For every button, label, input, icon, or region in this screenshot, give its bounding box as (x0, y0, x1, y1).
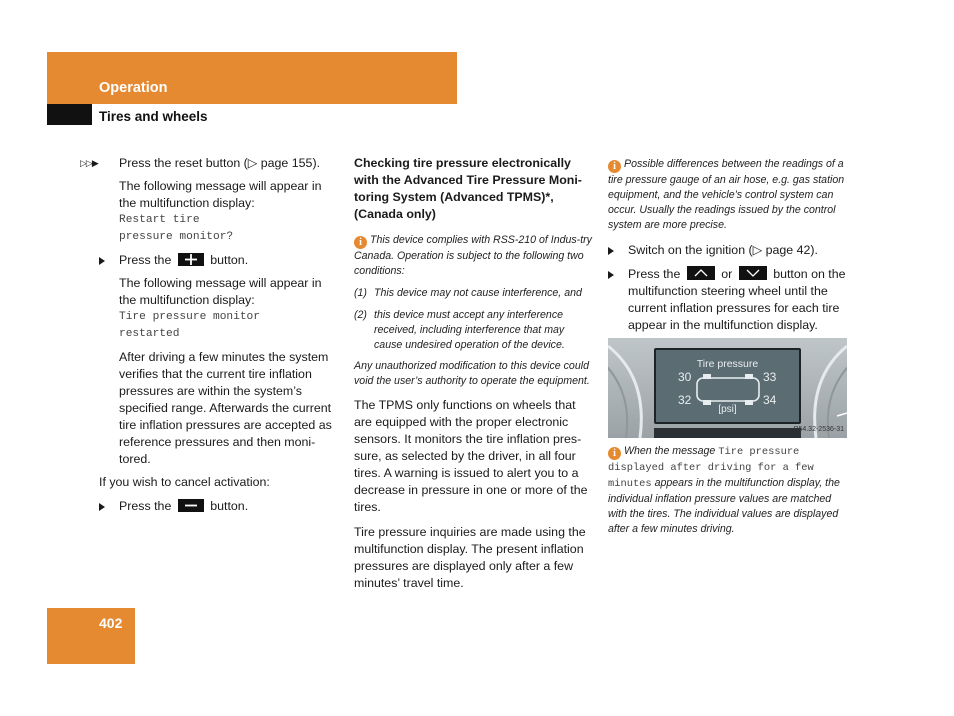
plus-button-icon (178, 253, 204, 266)
step-text: button on the multifunction steering wheel until the current inflation pressures for each tire appear in the multifunction display. (628, 267, 846, 332)
note-text: When the message (624, 445, 716, 457)
step-ignition: Switch on the ignition (▷ page 42). (628, 243, 818, 257)
condition-text: This device may not cause interference, and (374, 287, 582, 299)
bullet-triangle-icon (608, 247, 614, 255)
info-icon: i (608, 160, 621, 173)
display-message: pressure monitor? (119, 231, 234, 243)
subsection-title: Tires and wheels (99, 109, 208, 124)
column-middle (354, 155, 594, 592)
condition-text: this device must accept any interference received, including interference that may cause undesired operation of the device. (374, 309, 565, 351)
tpms-paragraph: The TPMS only functions on wheels that are equipped with the proper electronic sensors. It monitors the tire inflation pres-sure, as selected by the driver, in all four tires. A warning is issued to alert you to a decrease in pressure in one or more of the tires. (354, 398, 588, 514)
subsection-marker (47, 104, 92, 125)
section-heading: Checking tire pressure electronically with the Advanced Tire Pressure Moni-toring System (Advanced TPMS)*, (Canada only) (354, 156, 582, 221)
continue-marker: ▷▷▶ (80, 158, 98, 168)
note-text: appears in the multifunction display, the individual inflation pressure values are matched with the tires. The individual values are displayed after a few minutes driving. (608, 477, 840, 535)
step-reset: Press the reset button (▷ page 155). (119, 156, 321, 170)
message-intro: The following message will appear in the multifunction display: (119, 179, 322, 210)
section-header-bar (47, 52, 457, 104)
tire-pressure-display-image (608, 338, 847, 438)
tire-front-right: 33 (763, 370, 777, 384)
inquiry-paragraph: Tire pressure inquiries are made using the multifunction display. The present inflation pressures are displayed only after a few minutes’ travel time. (354, 525, 586, 590)
display-message: Tire pressure displayed after driving for a few minutes (608, 446, 814, 490)
tire-rear-left: 32 (678, 393, 692, 407)
step-text: Press the (119, 253, 172, 267)
verification-text: After driving a few minutes the system verifies that the current tire inflation pressures are within the system’s specified range. Afterwards the current tire inflation pressures are accepted as reference pressures and then moni-tored. (119, 350, 332, 466)
step-text: Press the (628, 267, 681, 281)
step-text: button. (210, 253, 249, 267)
pressure-unit: [psi] (718, 404, 737, 415)
display-message-note (608, 444, 848, 537)
condition-number: (1) (354, 287, 367, 299)
message-intro: The following message will appear in the multifunction display: (119, 276, 322, 307)
up-arrow-button-icon (687, 266, 715, 280)
bullet-triangle-icon (608, 271, 614, 279)
cancel-text: If you wish to cancel activation: (99, 475, 270, 489)
display-message: Tire pressure monitor (119, 311, 260, 323)
info-icon: i (608, 447, 621, 460)
display-message: restarted (119, 328, 180, 340)
step-text: or (721, 267, 733, 281)
minus-button-icon (178, 499, 204, 512)
bullet-triangle-icon (99, 503, 105, 511)
page-number: 402 (99, 615, 123, 631)
column-left (80, 155, 338, 515)
step-text: button. (210, 499, 249, 513)
down-arrow-button-icon (739, 266, 767, 280)
bullet-triangle-icon (99, 257, 105, 265)
info-icon: i (354, 236, 367, 249)
image-reference: P54.32-2536-31 (793, 426, 844, 433)
display-title: Tire pressure (696, 358, 759, 370)
compliance-note: This device complies with RSS-210 of Indus-try Canada. Operation is subject to the following two conditions: (354, 234, 592, 277)
condition-number: (2) (354, 309, 367, 321)
unauthorized-note: Any unauthorized modification to this device could void the user’s authority to operate the equipment. (354, 360, 590, 387)
tire-rear-right: 34 (763, 393, 777, 407)
tire-front-left: 30 (678, 370, 692, 384)
step-text: Press the (119, 499, 172, 513)
display-message: Restart tire (119, 214, 200, 226)
section-title: Operation (99, 80, 168, 96)
reading-difference-note: Possible differences between the readings of a tire pressure gauge of an air hose, e.g. gas station equipment, and the vehicle’s control system can occur. Usually the readings issued by the control system are more precise. (608, 158, 845, 231)
column-right (608, 157, 848, 334)
